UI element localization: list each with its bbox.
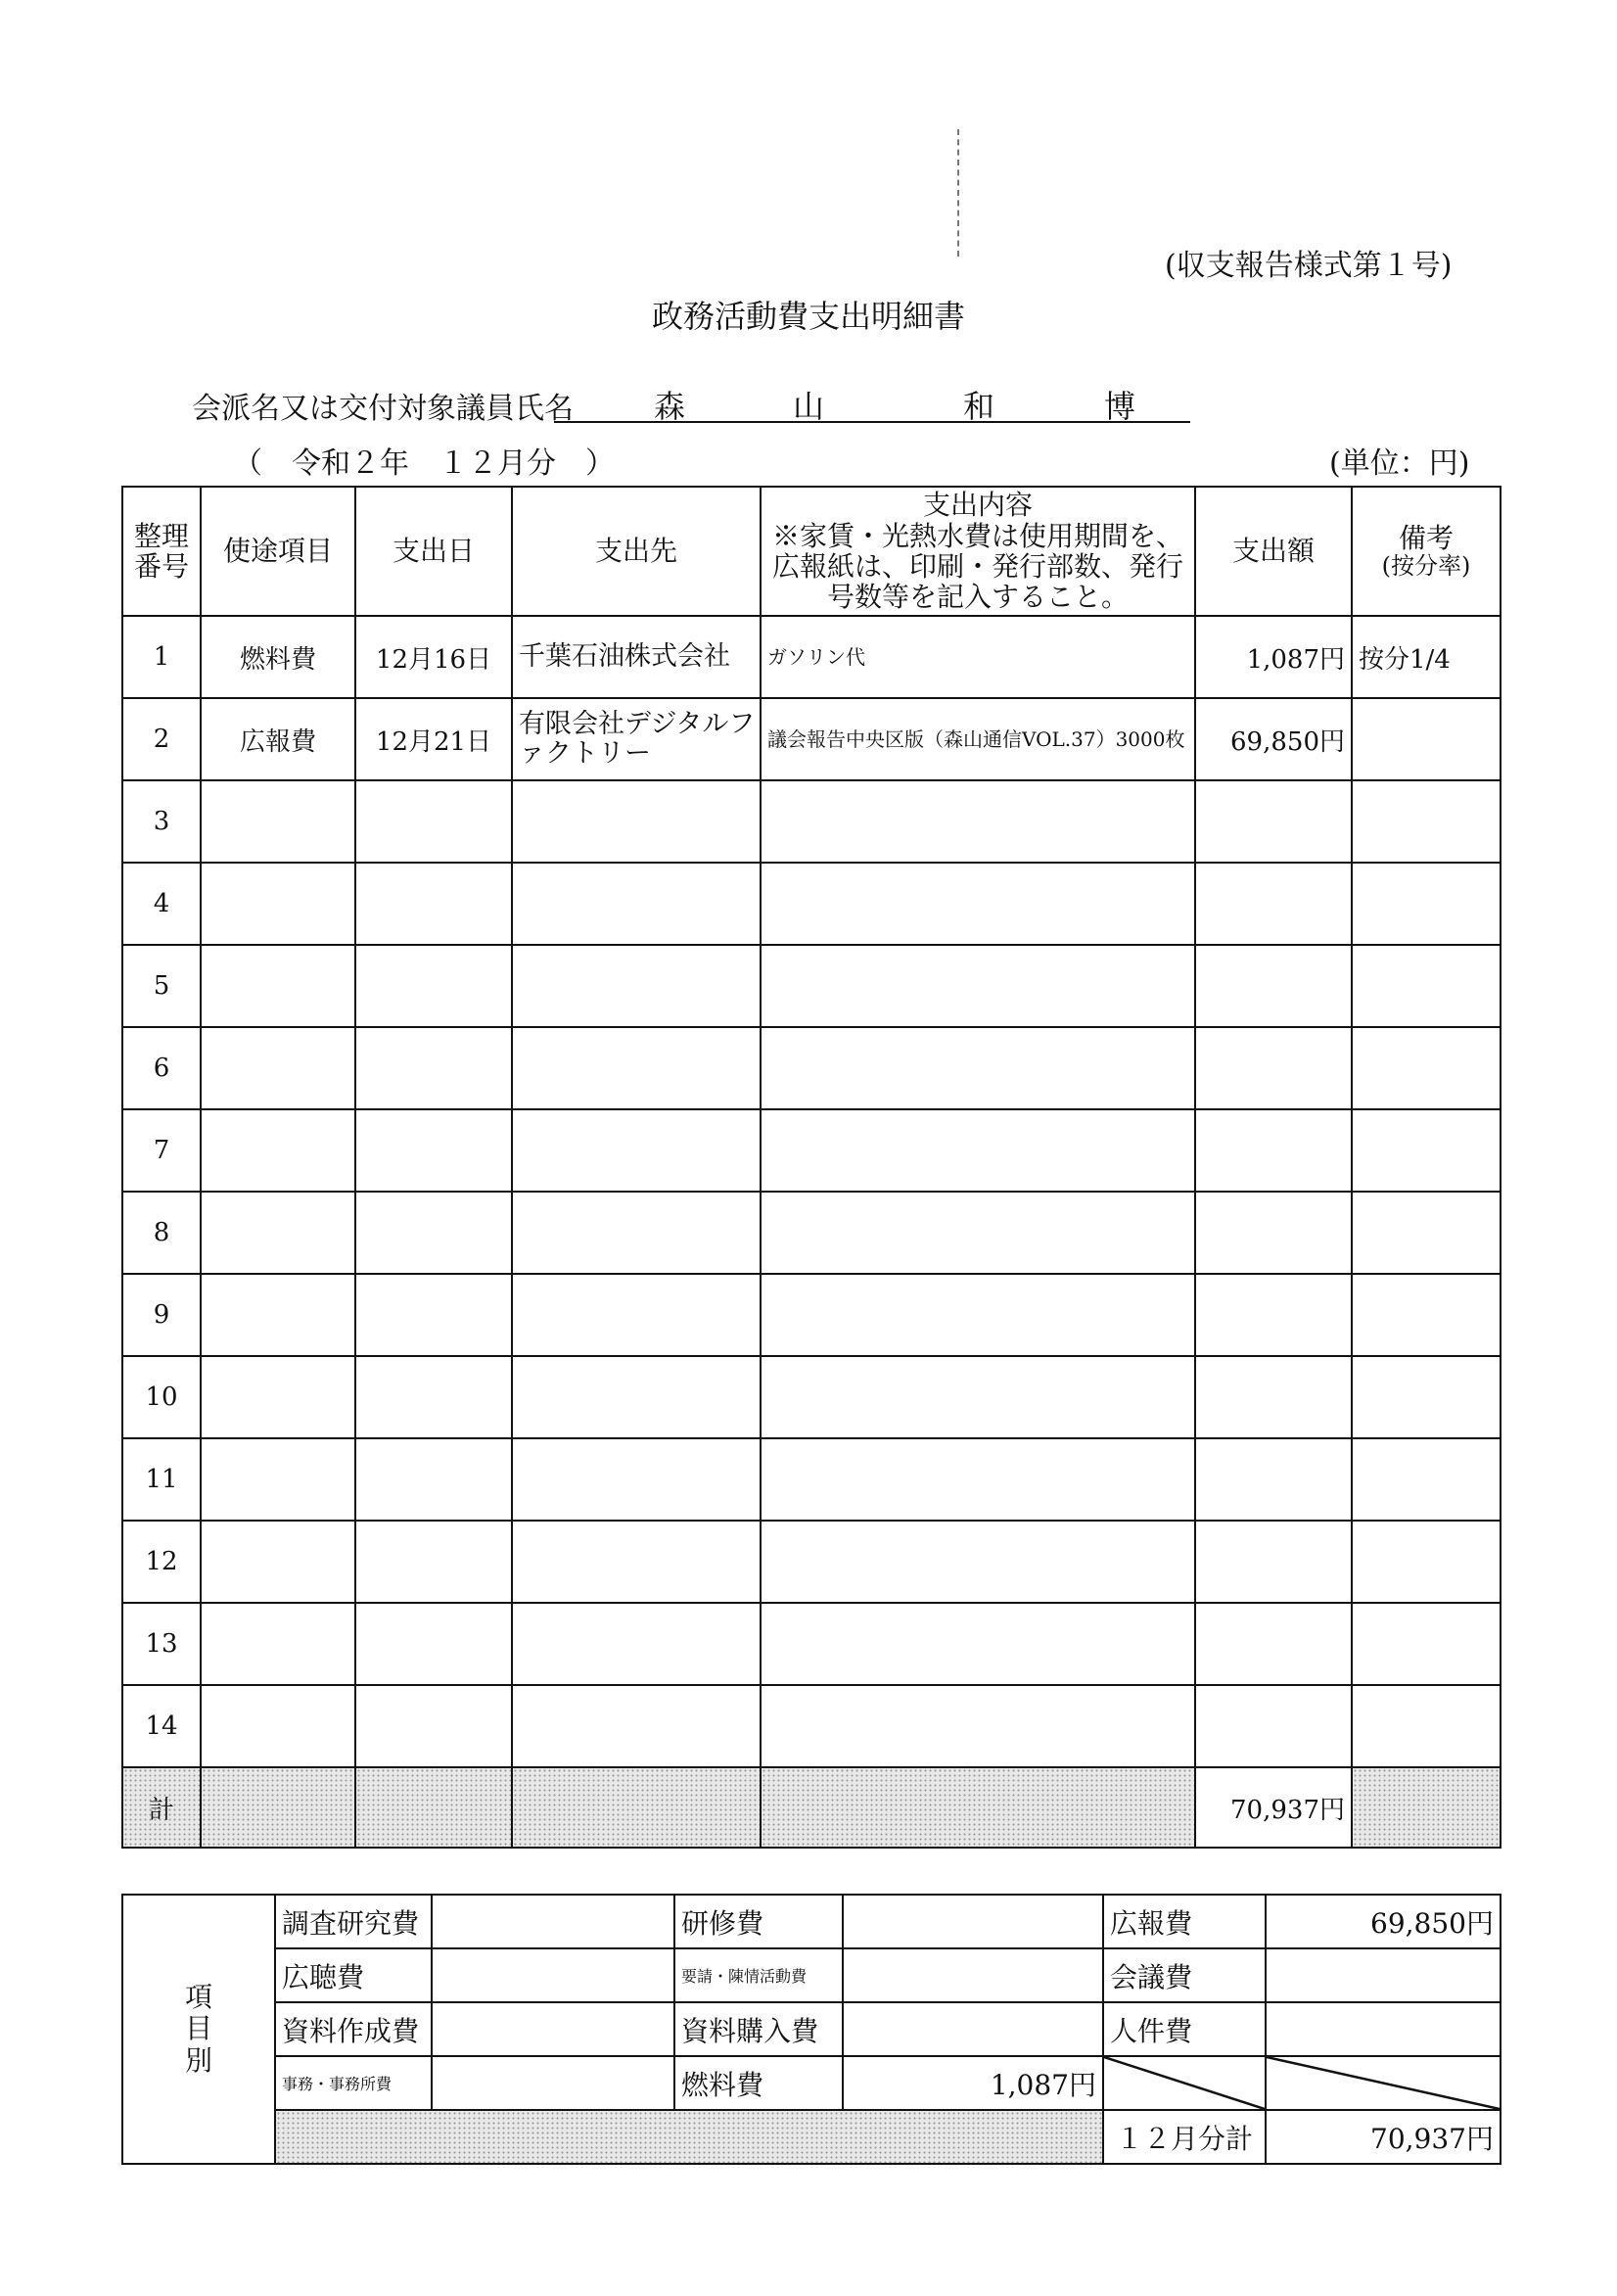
summary-item-label: 燃料費 — [674, 2056, 843, 2110]
row-no: 8 — [122, 1192, 201, 1274]
row-remarks — [1352, 780, 1501, 863]
row-no: 3 — [122, 780, 201, 863]
row-no: 2 — [122, 698, 201, 780]
header-remarks — [1352, 487, 1501, 616]
summary-item-value — [432, 2002, 674, 2056]
row-payee: 千葉石油株式会社 — [512, 616, 761, 698]
summary-item-value — [843, 1895, 1103, 1948]
shaded-cell — [761, 1767, 1195, 1848]
summary-item-label: 資料作成費 — [275, 2002, 432, 2056]
shaded-cell — [355, 1767, 512, 1848]
summary-item-label: 事務・事務所費 — [275, 2056, 432, 2110]
row-purpose — [201, 1603, 355, 1685]
row-no: 4 — [122, 863, 201, 945]
row-amount — [1195, 1521, 1352, 1603]
row-purpose — [201, 1685, 355, 1767]
row-purpose — [201, 1109, 355, 1192]
month-total-label: １２月分計 — [1103, 2110, 1266, 2164]
row-date — [355, 1109, 512, 1192]
table-row — [122, 1603, 1501, 1685]
row-purpose — [201, 1027, 355, 1109]
summary-row — [122, 2056, 1501, 2110]
header-payee: 支出先 — [512, 487, 761, 616]
summary-item-value — [1266, 1948, 1501, 2002]
row-remarks — [1352, 1521, 1501, 1603]
header-purpose: 使途項目 — [201, 487, 355, 616]
summary-item-value — [432, 1895, 674, 1948]
row-content — [761, 1027, 1195, 1109]
row-amount — [1195, 1274, 1352, 1356]
row-amount — [1195, 1438, 1352, 1521]
row-purpose — [201, 1192, 355, 1274]
header-content-note: ※家賃・光熱水費は使用期間を、広報紙は、印刷・発行部数、発行号数等を記入すること。 — [771, 519, 1183, 614]
row-date — [355, 1192, 512, 1274]
row-content — [761, 1603, 1195, 1685]
period: （ 令和２年 １２月分 ） — [233, 446, 615, 481]
shaded-cell — [275, 2110, 1103, 2164]
row-remarks — [1352, 1274, 1501, 1356]
summary-item-label: 資料購入費 — [674, 2002, 843, 2056]
row-content — [761, 945, 1195, 1027]
row-remarks: 按分1/4 — [1352, 616, 1501, 698]
crossed-out-cell — [1266, 2056, 1501, 2110]
row-no: 10 — [122, 1356, 201, 1438]
row-purpose — [201, 1438, 355, 1521]
row-purpose — [201, 1521, 355, 1603]
row-date — [355, 1274, 512, 1356]
row-date — [355, 1356, 512, 1438]
table-row — [122, 1521, 1501, 1603]
name-char: 博 — [1104, 388, 1136, 425]
summary-item-label: 広報費 — [1103, 1895, 1266, 1948]
table-row — [122, 1685, 1501, 1767]
row-purpose — [201, 1356, 355, 1438]
row-date — [355, 1438, 512, 1521]
unit-label: (単位：円) — [1329, 446, 1470, 481]
row-payee — [512, 1109, 761, 1192]
table-row — [122, 1192, 1501, 1274]
row-date — [355, 863, 512, 945]
header-content — [761, 487, 1195, 616]
row-date — [355, 945, 512, 1027]
row-remarks — [1352, 1356, 1501, 1438]
row-amount — [1195, 863, 1352, 945]
row-content — [761, 1438, 1195, 1521]
summary-item-value — [843, 1948, 1103, 2002]
row-date — [355, 1027, 512, 1109]
row-payee — [512, 1192, 761, 1274]
header-remarks-sub: (按分率) — [1381, 552, 1471, 581]
shaded-cell — [512, 1767, 761, 1848]
table-row — [122, 780, 1501, 863]
summary-item-value: 69,850円 — [1266, 1895, 1501, 1948]
summary-row — [122, 1895, 1501, 1948]
row-remarks — [1352, 1109, 1501, 1192]
row-remarks — [1352, 1685, 1501, 1767]
row-purpose — [201, 780, 355, 863]
row-purpose: 広報費 — [201, 698, 355, 780]
row-payee — [512, 1438, 761, 1521]
row-amount — [1195, 945, 1352, 1027]
shaded-cell — [1352, 1767, 1501, 1848]
row-content: ガソリン代 — [761, 616, 1195, 698]
row-content — [761, 1685, 1195, 1767]
shaded-cell — [201, 1767, 355, 1848]
row-purpose: 燃料費 — [201, 616, 355, 698]
row-amount — [1195, 1192, 1352, 1274]
row-purpose — [201, 945, 355, 1027]
fold-mark — [957, 129, 959, 257]
summary-category-label — [122, 1895, 275, 2164]
row-amount — [1195, 1027, 1352, 1109]
summary-item-value — [432, 2056, 674, 2110]
name-char: 森 — [654, 388, 686, 425]
summary-item-value — [1266, 2002, 1501, 2056]
row-payee — [512, 1603, 761, 1685]
row-date — [355, 1603, 512, 1685]
row-date — [355, 780, 512, 863]
table-row — [122, 1109, 1501, 1192]
row-no: 13 — [122, 1603, 201, 1685]
row-no: 1 — [122, 616, 201, 698]
row-payee — [512, 863, 761, 945]
summary-item-value: 1,087円 — [843, 2056, 1103, 2110]
row-remarks — [1352, 1438, 1501, 1521]
row-content: 議会報告中央区版（森山通信VOL.37）3000枚 — [761, 698, 1195, 780]
row-no: 5 — [122, 945, 201, 1027]
table-row — [122, 945, 1501, 1027]
row-content — [761, 780, 1195, 863]
row-amount — [1195, 1109, 1352, 1192]
name-char: 和 — [963, 388, 995, 425]
table-row — [122, 1438, 1501, 1521]
table-row — [122, 863, 1501, 945]
header-no: 整理 番号 — [122, 487, 201, 616]
row-amount — [1195, 1685, 1352, 1767]
row-remarks — [1352, 1027, 1501, 1109]
table-row — [122, 1027, 1501, 1109]
expenditure-table — [121, 486, 1502, 1849]
summary-label-char: 項 — [184, 1981, 212, 2014]
month-total-value: 70,937円 — [1266, 2110, 1501, 2164]
row-payee — [512, 1027, 761, 1109]
row-payee: 有限会社デジタルファクトリー — [512, 698, 761, 780]
row-remarks — [1352, 1192, 1501, 1274]
row-remarks — [1352, 945, 1501, 1027]
total-amount: 70,937円 — [1195, 1767, 1352, 1848]
document-title: 政務活動費支出明細書 — [651, 298, 965, 335]
summary-row — [122, 1948, 1501, 2002]
row-remarks — [1352, 698, 1501, 780]
table-row — [122, 616, 1501, 698]
row-date: 12月16日 — [355, 616, 512, 698]
row-payee — [512, 780, 761, 863]
summary-item-label: 研修費 — [674, 1895, 843, 1948]
row-no: 11 — [122, 1438, 201, 1521]
row-payee — [512, 945, 761, 1027]
row-content — [761, 1521, 1195, 1603]
row-purpose — [201, 863, 355, 945]
summary-item-label: 会議費 — [1103, 1948, 1266, 2002]
header-remarks-title: 備考 — [1398, 521, 1454, 554]
summary-label-char: 別 — [184, 2043, 212, 2077]
name-label: 会派名又は交付対象議員氏名 — [192, 392, 574, 426]
row-payee — [512, 1356, 761, 1438]
row-date — [355, 1521, 512, 1603]
row-content — [761, 1356, 1195, 1438]
row-no: 14 — [122, 1685, 201, 1767]
header-date: 支出日 — [355, 487, 512, 616]
table-row — [122, 698, 1501, 780]
row-no: 6 — [122, 1027, 201, 1109]
table-row — [122, 1274, 1501, 1356]
total-row — [122, 1767, 1501, 1848]
summary-label-char: 目 — [184, 2012, 212, 2045]
row-no: 7 — [122, 1109, 201, 1192]
table-row — [122, 1356, 1501, 1438]
row-content — [761, 1192, 1195, 1274]
row-amount — [1195, 1356, 1352, 1438]
row-amount — [1195, 1603, 1352, 1685]
header-amount: 支出額 — [1195, 487, 1352, 616]
summary-item-value — [432, 1948, 674, 2002]
row-payee — [512, 1521, 761, 1603]
form-number: (収支報告様式第１号) — [1165, 249, 1453, 283]
name-underline — [554, 421, 1190, 423]
row-amount — [1195, 780, 1352, 863]
summary-item-label: 要請・陳情活動費 — [674, 1948, 843, 2002]
crossed-out-cell — [1103, 2056, 1266, 2110]
summary-total-row — [122, 2110, 1501, 2164]
row-date: 12月21日 — [355, 698, 512, 780]
row-remarks — [1352, 1603, 1501, 1685]
row-purpose — [201, 1274, 355, 1356]
total-label: 計 — [122, 1767, 201, 1848]
table-header-row — [122, 487, 1501, 616]
summary-item-value — [843, 2002, 1103, 2056]
row-content — [761, 1274, 1195, 1356]
summary-item-label: 人件費 — [1103, 2002, 1266, 2056]
row-payee — [512, 1685, 761, 1767]
summary-item-label: 調査研究費 — [275, 1895, 432, 1948]
summary-item-label: 広聴費 — [275, 1948, 432, 2002]
category-summary-table — [121, 1894, 1502, 2165]
row-amount: 1,087円 — [1195, 616, 1352, 698]
name-char: 山 — [793, 388, 825, 425]
row-no: 12 — [122, 1521, 201, 1603]
row-date — [355, 1685, 512, 1767]
row-payee — [512, 1274, 761, 1356]
row-content — [761, 1109, 1195, 1192]
row-remarks — [1352, 863, 1501, 945]
summary-row — [122, 2002, 1501, 2056]
row-no: 9 — [122, 1274, 201, 1356]
row-amount: 69,850円 — [1195, 698, 1352, 780]
row-content — [761, 863, 1195, 945]
header-content-title: 支出内容 — [922, 489, 1033, 522]
